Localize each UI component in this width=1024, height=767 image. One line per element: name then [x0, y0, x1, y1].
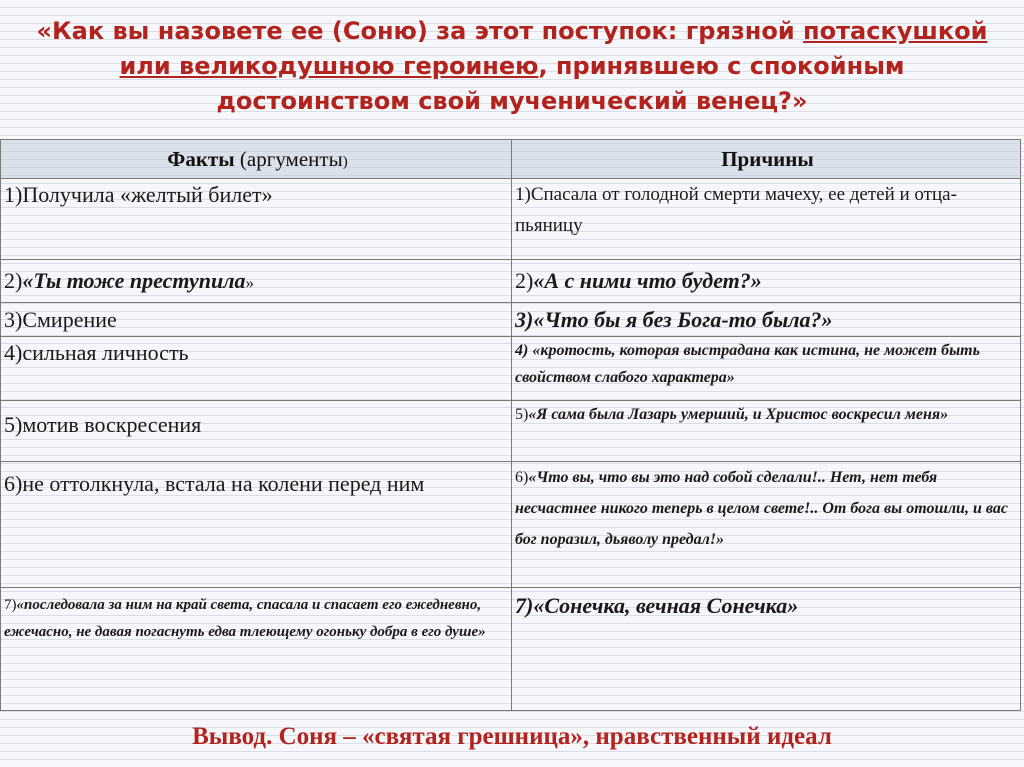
reason-cell-7: 7)«Сонечка, вечная Сонечка»	[512, 588, 1021, 711]
table-row	[1, 588, 1021, 711]
table-row	[1, 337, 1021, 401]
slide-title	[0, 14, 1024, 119]
fact-cell-4: 4)сильная личность	[1, 337, 512, 401]
table-row	[1, 179, 1021, 260]
table-row	[1, 260, 1021, 303]
reason-cell-6: 6)«Что вы, что вы это над собой сделали!.. Нет, нет тебя несчастнее никого теперь в целом свете!.. От бога вы отошли, и вас бог поразил, дьяволу предал!»	[512, 462, 1021, 588]
reason-cell-3: 3)«Что бы я без Бога-то была?»	[512, 303, 1021, 337]
fact-cell-7: 7)«последовала за ним на край света, спасала и спасает его ежедневно, ежечасно, не давая погаснуть едва тлеющему огоньку добра в его душе»	[1, 588, 512, 711]
title-line-2: или великодушною героинею, принявшею с спокойным	[119, 52, 905, 80]
fact-cell-5: 5)мотив воскресения	[1, 401, 512, 462]
title-line-1: «Как вы назовете ее (Соню) за этот поступок: грязной потаскушкой	[36, 17, 988, 45]
reason-cell-1: 1)Спасала от голодной смерти мачеху, ее детей и отца-пьяницу	[512, 179, 1021, 260]
reason-cell-5: 5)«Я сама была Лазарь умерший, и Христос воскресил меня»	[512, 401, 1021, 462]
title-underlined-word: потаскушкой	[803, 17, 988, 45]
fact-cell-2: 2)«Ты тоже преступила»	[1, 260, 512, 303]
fact-cell-3: 3)Смирение	[1, 303, 512, 337]
reason-cell-4: 4) «кротость, которая выстрадана как истина, не может быть свойством слабого характера»	[512, 337, 1021, 401]
fact-cell-6: 6)не оттолкнула, встала на колени перед ним	[1, 462, 512, 588]
reason-cell-2: 2)«А с ними что будет?»	[512, 260, 1021, 303]
title-underlined-phrase: или великодушною героинею	[119, 52, 539, 80]
table-row	[1, 401, 1021, 462]
table-row	[1, 303, 1021, 337]
table-header-row	[1, 140, 1021, 179]
header-facts: Факты (аргументы)	[1, 140, 512, 179]
conclusion-text: Вывод. Соня – «святая грешница», нравственный идеал	[192, 723, 832, 750]
table-row	[1, 462, 1021, 588]
facts-reasons-table	[0, 139, 1021, 711]
header-reasons: Причины	[512, 140, 1021, 179]
title-line-3: достоинством свой мученический венец?»	[216, 87, 808, 115]
fact-cell-1: 1)Получила «желтый билет»	[1, 179, 512, 260]
